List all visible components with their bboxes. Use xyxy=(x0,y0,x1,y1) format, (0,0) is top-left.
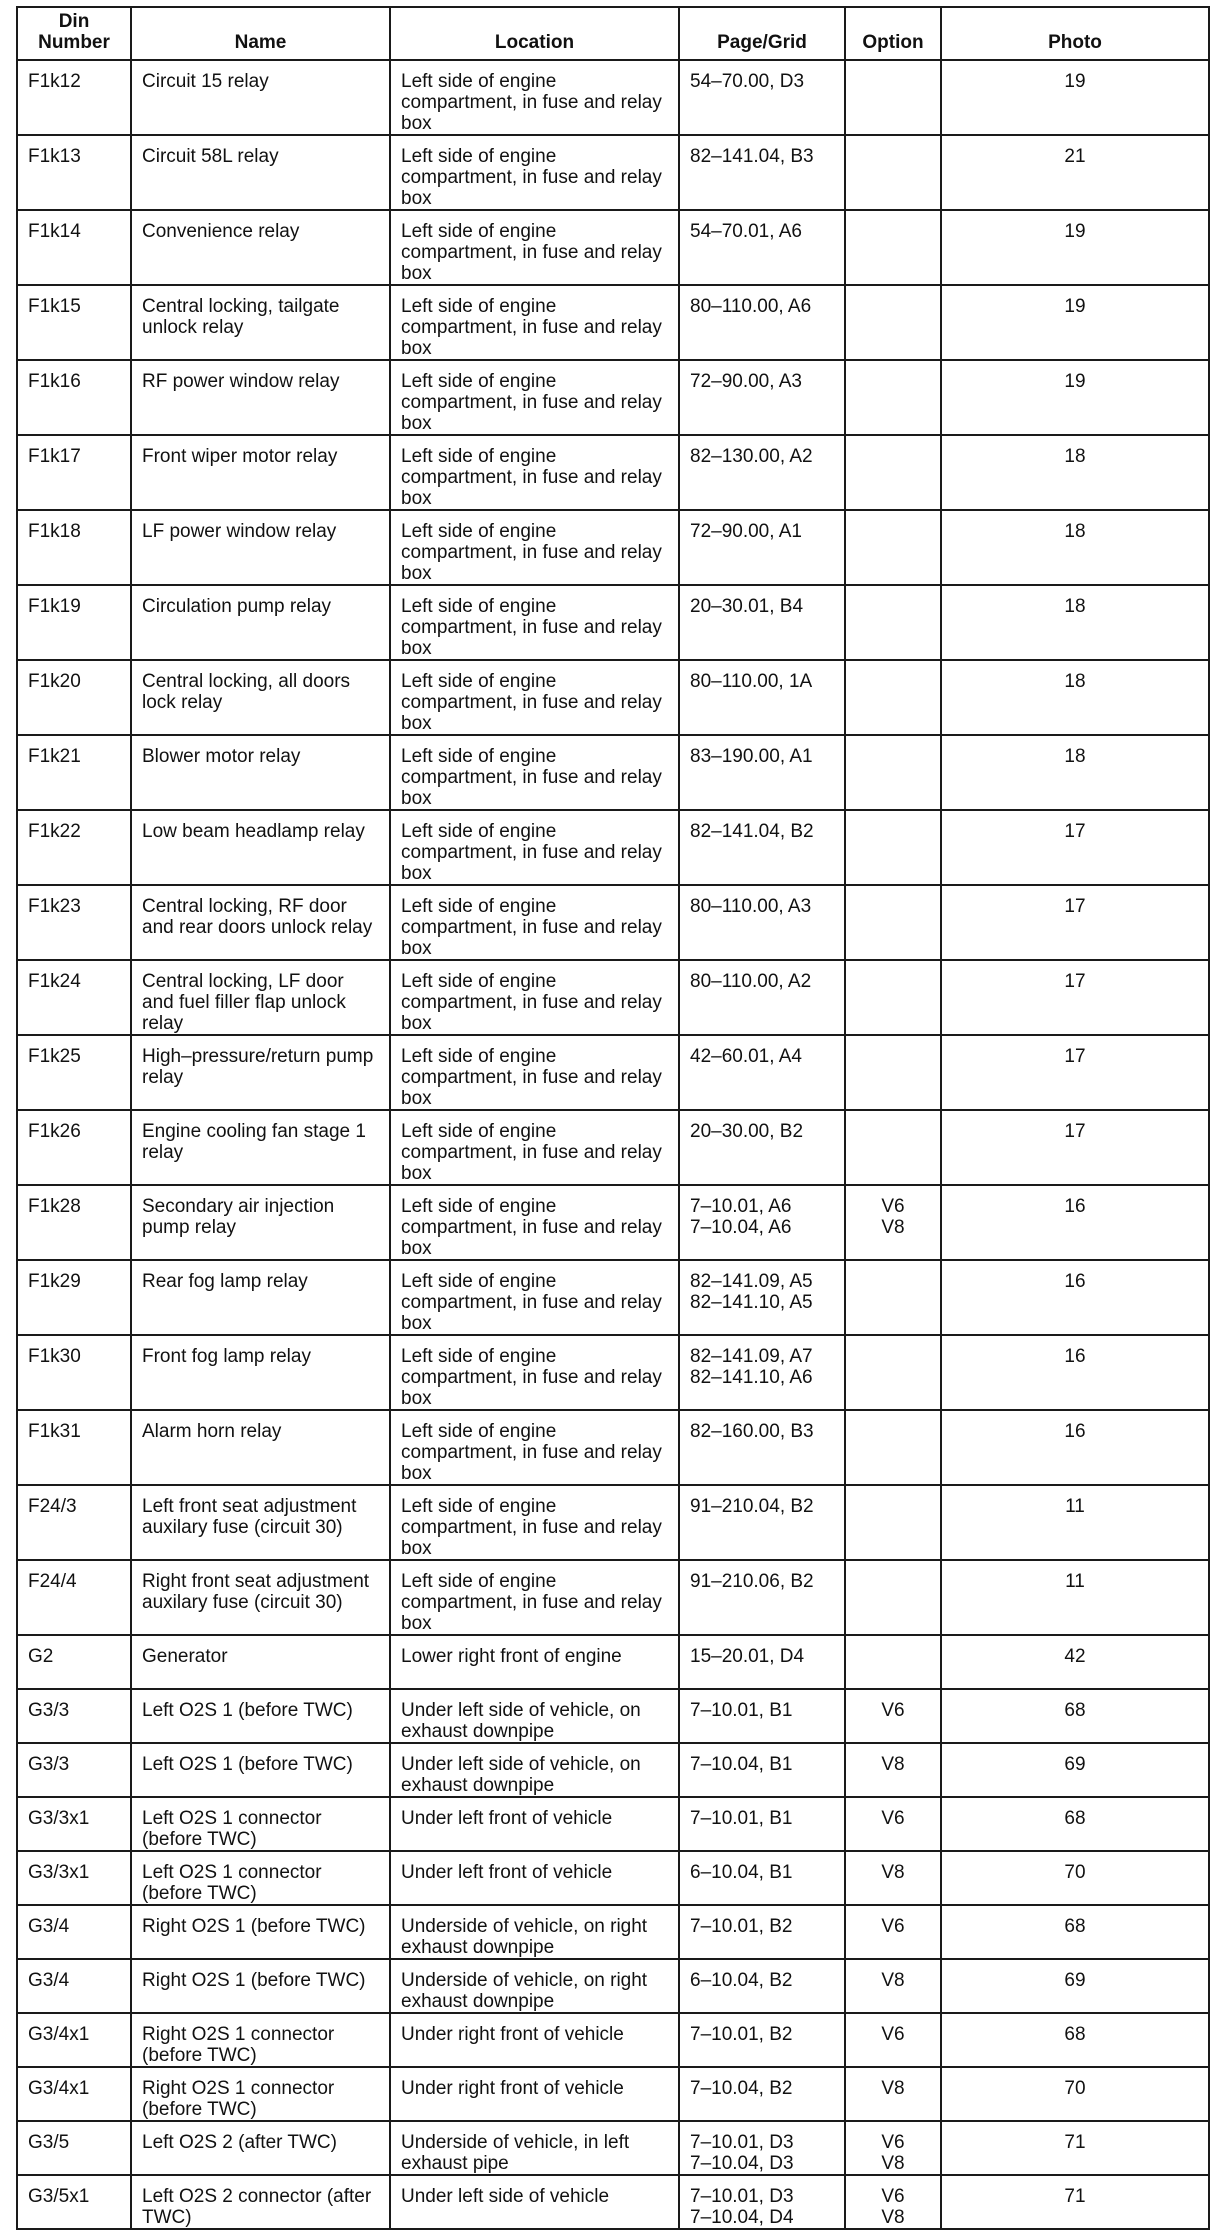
cell-page-grid xyxy=(679,1035,845,1110)
table-row xyxy=(17,1560,1209,1635)
cell-photo: 16 xyxy=(941,1335,1209,1410)
cell-din-number: F1k17 xyxy=(17,435,131,510)
cell-option xyxy=(845,210,941,285)
cell-option xyxy=(845,285,941,360)
table-row xyxy=(17,1635,1209,1689)
cell-option xyxy=(845,585,941,660)
table-row xyxy=(17,435,1209,510)
page-grid-line: 54–70.00, D3 xyxy=(690,71,805,92)
cell-page-grid xyxy=(679,1851,845,1905)
cell-option xyxy=(845,960,941,1035)
cell-option xyxy=(845,1485,941,1560)
cell-din-number: G3/3x1 xyxy=(17,1851,131,1905)
cell-location: Under left side of vehicle xyxy=(390,2175,679,2229)
table-row xyxy=(17,2175,1209,2229)
page-grid-line: 7–10.01, D3 xyxy=(690,2131,794,2153)
cell-location: Left side of engine compartment, in fuse and relay box xyxy=(390,1560,679,1635)
cell-din-number: F1k25 xyxy=(17,1035,131,1110)
cell-location: Left side of engine compartment, in fuse and relay box xyxy=(390,435,679,510)
table-row xyxy=(17,1185,1209,1260)
cell-option xyxy=(845,1959,941,2013)
table-row xyxy=(17,1905,1209,1959)
cell-location: Left side of engine compartment, in fuse and relay box xyxy=(390,660,679,735)
cell-option xyxy=(845,2013,941,2067)
cell-page-grid xyxy=(679,1635,845,1689)
cell-din-number: F1k30 xyxy=(17,1335,131,1410)
cell-photo: 71 xyxy=(941,2175,1209,2229)
table-row xyxy=(17,810,1209,885)
table-row xyxy=(17,885,1209,960)
cell-location: Left side of engine compartment, in fuse and relay box xyxy=(390,510,679,585)
cell-page-grid xyxy=(679,2067,845,2121)
cell-page-grid xyxy=(679,1410,845,1485)
component-location-table xyxy=(16,6,1210,2230)
table-body xyxy=(17,60,1209,2229)
cell-name: Left front seat adjustment auxilary fuse (circuit 30) xyxy=(131,1485,390,1560)
cell-location: Left side of engine compartment, in fuse and relay box xyxy=(390,360,679,435)
table-row xyxy=(17,2067,1209,2121)
cell-name: Right front seat adjustment auxilary fuse (circuit 30) xyxy=(131,1560,390,1635)
cell-name: Secondary air injection pump relay xyxy=(131,1185,390,1260)
cell-photo: 70 xyxy=(941,1851,1209,1905)
cell-option xyxy=(845,1035,941,1110)
cell-photo: 68 xyxy=(941,2013,1209,2067)
cell-din-number: G3/4 xyxy=(17,1959,131,2013)
cell-photo: 42 xyxy=(941,1635,1209,1689)
cell-page-grid xyxy=(679,735,845,810)
cell-page-grid xyxy=(679,60,845,135)
cell-option xyxy=(845,1110,941,1185)
cell-photo: 18 xyxy=(941,510,1209,585)
cell-name: Circuit 15 relay xyxy=(131,60,390,135)
cell-din-number: F1k26 xyxy=(17,1110,131,1185)
cell-option xyxy=(845,885,941,960)
cell-page-grid xyxy=(679,285,845,360)
cell-photo: 19 xyxy=(941,60,1209,135)
cell-photo: 21 xyxy=(941,135,1209,210)
cell-name: High–pressure/return pump relay xyxy=(131,1035,390,1110)
cell-page-grid xyxy=(679,660,845,735)
cell-photo: 19 xyxy=(941,360,1209,435)
cell-page-grid xyxy=(679,885,845,960)
cell-option xyxy=(845,1797,941,1851)
cell-din-number: G3/4 xyxy=(17,1905,131,1959)
cell-din-number: F1k18 xyxy=(17,510,131,585)
page-grid-line: 7–10.04, D3 xyxy=(690,2152,794,2174)
cell-photo: 19 xyxy=(941,285,1209,360)
cell-location: Left side of engine compartment, in fuse and relay box xyxy=(390,1110,679,1185)
cell-page-grid xyxy=(679,210,845,285)
page-grid-line: 7–10.01, D3 xyxy=(690,2185,794,2207)
page-grid-line: 7–10.01, B2 xyxy=(690,1915,793,1937)
option-line: V8 xyxy=(881,1217,905,1238)
page-grid-line: 82–141.04, B2 xyxy=(690,821,814,842)
option-line: V8 xyxy=(881,2206,905,2228)
cell-name: RF power window relay xyxy=(131,360,390,435)
page-grid-line: 7–10.01, B2 xyxy=(690,2023,793,2045)
cell-din-number: F1k19 xyxy=(17,585,131,660)
option-line: V6 xyxy=(881,1196,905,1217)
cell-location: Left side of engine compartment, in fuse and relay box xyxy=(390,960,679,1035)
page-grid-line: 15–20.01, D4 xyxy=(690,1646,805,1667)
cell-location: Underside of vehicle, on right exhaust downpipe xyxy=(390,1905,679,1959)
cell-option xyxy=(845,360,941,435)
cell-name: Rear fog lamp relay xyxy=(131,1260,390,1335)
table-row xyxy=(17,1689,1209,1743)
table-header-row xyxy=(17,7,1209,60)
cell-location: Left side of engine compartment, in fuse and relay box xyxy=(390,885,679,960)
table-row xyxy=(17,1035,1209,1110)
cell-photo: 17 xyxy=(941,1035,1209,1110)
cell-option xyxy=(845,435,941,510)
cell-din-number: F1k31 xyxy=(17,1410,131,1485)
header-page-grid: Page/Grid xyxy=(679,7,845,60)
cell-name: Left O2S 1 (before TWC) xyxy=(131,1743,390,1797)
cell-location: Left side of engine compartment, in fuse and relay box xyxy=(390,735,679,810)
table-row xyxy=(17,2121,1209,2175)
page-grid-line: 7–10.04, D4 xyxy=(690,2206,794,2228)
page-grid-line: 72–90.00, A3 xyxy=(690,371,802,392)
cell-location: Left side of engine compartment, in fuse and relay box xyxy=(390,1035,679,1110)
page-grid-line: 91–210.04, B2 xyxy=(690,1496,814,1517)
cell-name: Convenience relay xyxy=(131,210,390,285)
option-line: V6 xyxy=(881,1699,905,1721)
cell-photo: 17 xyxy=(941,1110,1209,1185)
cell-name: Front wiper motor relay xyxy=(131,435,390,510)
cell-name: Central locking, RF door and rear doors unlock relay xyxy=(131,885,390,960)
cell-location: Under right front of vehicle xyxy=(390,2013,679,2067)
option-line: V8 xyxy=(881,2152,905,2174)
cell-photo: 68 xyxy=(941,1797,1209,1851)
cell-photo: 70 xyxy=(941,2067,1209,2121)
cell-din-number: F1k23 xyxy=(17,885,131,960)
header-name: Name xyxy=(131,7,390,60)
table-row xyxy=(17,735,1209,810)
cell-name: Engine cooling fan stage 1 relay xyxy=(131,1110,390,1185)
cell-name: Circuit 58L relay xyxy=(131,135,390,210)
cell-photo: 16 xyxy=(941,1260,1209,1335)
cell-option xyxy=(845,2121,941,2175)
cell-din-number: F1k21 xyxy=(17,735,131,810)
cell-option xyxy=(845,735,941,810)
page-grid-line: 80–110.00, A3 xyxy=(690,896,812,917)
cell-location: Left side of engine compartment, in fuse and relay box xyxy=(390,285,679,360)
cell-name: Left O2S 2 connector (after TWC) xyxy=(131,2175,390,2229)
page-grid-line: 82–130.00, A2 xyxy=(690,446,813,467)
cell-photo: 68 xyxy=(941,1689,1209,1743)
option-line: V8 xyxy=(881,1969,905,1991)
page-grid-line: 7–10.04, B1 xyxy=(690,1753,793,1775)
cell-photo: 18 xyxy=(941,435,1209,510)
cell-location: Left side of engine compartment, in fuse and relay box xyxy=(390,210,679,285)
cell-page-grid xyxy=(679,1797,845,1851)
cell-photo: 11 xyxy=(941,1485,1209,1560)
cell-option xyxy=(845,2175,941,2229)
table-row xyxy=(17,1851,1209,1905)
cell-name: Blower motor relay xyxy=(131,735,390,810)
cell-option xyxy=(845,1335,941,1410)
cell-photo: 17 xyxy=(941,885,1209,960)
page-grid-line: 82–160.00, B3 xyxy=(690,1421,814,1442)
header-din-number: Din Number xyxy=(17,7,131,60)
cell-name: Left O2S 1 connector (before TWC) xyxy=(131,1851,390,1905)
table-row xyxy=(17,660,1209,735)
cell-location: Underside of vehicle, on right exhaust downpipe xyxy=(390,1959,679,2013)
cell-location: Left side of engine compartment, in fuse and relay box xyxy=(390,585,679,660)
cell-page-grid xyxy=(679,810,845,885)
cell-option xyxy=(845,1743,941,1797)
cell-photo: 16 xyxy=(941,1185,1209,1260)
cell-name: Left O2S 1 (before TWC) xyxy=(131,1689,390,1743)
table-row xyxy=(17,585,1209,660)
cell-din-number: F1k28 xyxy=(17,1185,131,1260)
cell-location: Left side of engine compartment, in fuse and relay box xyxy=(390,1185,679,1260)
cell-name: LF power window relay xyxy=(131,510,390,585)
cell-photo: 18 xyxy=(941,585,1209,660)
page-grid-line: 82–141.09, A5 xyxy=(690,1271,813,1292)
cell-photo: 68 xyxy=(941,1905,1209,1959)
option-line: V6 xyxy=(881,1807,905,1829)
cell-page-grid xyxy=(679,1959,845,2013)
cell-photo: 71 xyxy=(941,2121,1209,2175)
page-grid-line: 6–10.04, B2 xyxy=(690,1969,793,1991)
page-grid-line: 7–10.01, A6 xyxy=(690,1196,792,1217)
cell-photo: 17 xyxy=(941,960,1209,1035)
cell-din-number: F1k24 xyxy=(17,960,131,1035)
cell-page-grid xyxy=(679,2013,845,2067)
cell-page-grid xyxy=(679,435,845,510)
cell-din-number: F1k20 xyxy=(17,660,131,735)
cell-name: Alarm horn relay xyxy=(131,1410,390,1485)
page-grid-line: 20–30.01, B4 xyxy=(690,596,804,617)
option-line: V8 xyxy=(881,1753,905,1775)
cell-option xyxy=(845,1560,941,1635)
cell-name: Right O2S 1 (before TWC) xyxy=(131,1905,390,1959)
cell-photo: 19 xyxy=(941,210,1209,285)
header-photo: Photo xyxy=(941,7,1209,60)
page-grid-line: 6–10.04, B1 xyxy=(690,1861,793,1883)
cell-din-number: G3/3 xyxy=(17,1743,131,1797)
cell-din-number: G3/5 xyxy=(17,2121,131,2175)
page-grid-line: 91–210.06, B2 xyxy=(690,1571,814,1592)
cell-location: Under left front of vehicle xyxy=(390,1851,679,1905)
cell-name: Central locking, all doors lock relay xyxy=(131,660,390,735)
page-grid-line: 7–10.01, B1 xyxy=(690,1699,793,1721)
cell-name: Front fog lamp relay xyxy=(131,1335,390,1410)
cell-din-number: F1k13 xyxy=(17,135,131,210)
table-row xyxy=(17,1260,1209,1335)
cell-option xyxy=(845,60,941,135)
cell-photo: 16 xyxy=(941,1410,1209,1485)
cell-page-grid xyxy=(679,1185,845,1260)
page-grid-line: 42–60.01, A4 xyxy=(690,1046,802,1067)
cell-name: Right O2S 1 connector (before TWC) xyxy=(131,2013,390,2067)
option-line: V6 xyxy=(881,2131,905,2153)
page-grid-line: 83–190.00, A1 xyxy=(690,746,813,767)
cell-din-number: G3/5x1 xyxy=(17,2175,131,2229)
cell-page-grid xyxy=(679,2121,845,2175)
cell-name: Central locking, tailgate unlock relay xyxy=(131,285,390,360)
cell-name: Generator xyxy=(131,1635,390,1689)
option-line: V6 xyxy=(881,2023,905,2045)
table-row xyxy=(17,210,1209,285)
cell-page-grid xyxy=(679,2175,845,2229)
cell-din-number: F24/3 xyxy=(17,1485,131,1560)
cell-location: Under left side of vehicle, on exhaust downpipe xyxy=(390,1743,679,1797)
option-line: V8 xyxy=(881,2077,905,2099)
option-line: V6 xyxy=(881,2185,905,2207)
cell-photo: 69 xyxy=(941,1959,1209,2013)
cell-din-number: F1k22 xyxy=(17,810,131,885)
cell-name: Left O2S 1 connector (before TWC) xyxy=(131,1797,390,1851)
page-grid-line: 80–110.00, A2 xyxy=(690,971,812,992)
page-grid-line: 80–110.00, 1A xyxy=(690,671,813,692)
page-grid-line: 82–141.04, B3 xyxy=(690,146,814,167)
cell-location: Left side of engine compartment, in fuse and relay box xyxy=(390,1410,679,1485)
cell-location: Left side of engine compartment, in fuse and relay box xyxy=(390,1335,679,1410)
page-grid-line: 54–70.01, A6 xyxy=(690,221,802,242)
cell-photo: 17 xyxy=(941,810,1209,885)
cell-din-number: G3/4x1 xyxy=(17,2067,131,2121)
table-row xyxy=(17,1335,1209,1410)
cell-location: Under left front of vehicle xyxy=(390,1797,679,1851)
cell-page-grid xyxy=(679,1335,845,1410)
table-row xyxy=(17,960,1209,1035)
cell-location: Left side of engine compartment, in fuse and relay box xyxy=(390,1260,679,1335)
cell-page-grid xyxy=(679,1260,845,1335)
cell-page-grid xyxy=(679,135,845,210)
cell-location: Left side of engine compartment, in fuse and relay box xyxy=(390,810,679,885)
cell-page-grid xyxy=(679,360,845,435)
page-grid-line: 80–110.00, A6 xyxy=(690,296,812,317)
option-line: V8 xyxy=(881,1861,905,1883)
cell-location: Left side of engine compartment, in fuse and relay box xyxy=(390,60,679,135)
table-row xyxy=(17,510,1209,585)
cell-page-grid xyxy=(679,1905,845,1959)
cell-page-grid xyxy=(679,1110,845,1185)
cell-page-grid xyxy=(679,510,845,585)
page-grid-line: 20–30.00, B2 xyxy=(690,1121,804,1142)
cell-din-number: G2 xyxy=(17,1635,131,1689)
table-row xyxy=(17,1410,1209,1485)
page-grid-line: 72–90.00, A1 xyxy=(690,521,802,542)
cell-option xyxy=(845,1905,941,1959)
cell-name: Central locking, LF door and fuel filler flap unlock relay xyxy=(131,960,390,1035)
table-row xyxy=(17,1959,1209,2013)
cell-photo: 18 xyxy=(941,660,1209,735)
cell-page-grid xyxy=(679,960,845,1035)
table-row xyxy=(17,2013,1209,2067)
cell-location: Left side of engine compartment, in fuse and relay box xyxy=(390,1485,679,1560)
cell-page-grid xyxy=(679,1485,845,1560)
cell-location: Under right front of vehicle xyxy=(390,2067,679,2121)
table-row xyxy=(17,1797,1209,1851)
cell-option xyxy=(845,1851,941,1905)
cell-option xyxy=(845,1410,941,1485)
page-grid-line: 82–141.09, A7 xyxy=(690,1346,813,1367)
page-grid-line: 82–141.10, A5 xyxy=(690,1292,813,1313)
cell-din-number: F1k14 xyxy=(17,210,131,285)
page-grid-line: 82–141.10, A6 xyxy=(690,1367,813,1388)
cell-option xyxy=(845,2067,941,2121)
cell-din-number: F1k12 xyxy=(17,60,131,135)
page-grid-line: 7–10.01, B1 xyxy=(690,1807,793,1829)
page-grid-line: 7–10.04, A6 xyxy=(690,1217,792,1238)
cell-name: Right O2S 1 (before TWC) xyxy=(131,1959,390,2013)
header-option: Option xyxy=(845,7,941,60)
cell-photo: 18 xyxy=(941,735,1209,810)
cell-page-grid xyxy=(679,1560,845,1635)
table-row xyxy=(17,60,1209,135)
header-location: Location xyxy=(390,7,679,60)
table-row xyxy=(17,360,1209,435)
cell-page-grid xyxy=(679,585,845,660)
cell-location: Underside of vehicle, in left exhaust pipe xyxy=(390,2121,679,2175)
cell-location: Left side of engine compartment, in fuse and relay box xyxy=(390,135,679,210)
cell-page-grid xyxy=(679,1743,845,1797)
table-row xyxy=(17,285,1209,360)
cell-name: Left O2S 2 (after TWC) xyxy=(131,2121,390,2175)
table-row xyxy=(17,1110,1209,1185)
cell-name: Right O2S 1 connector (before TWC) xyxy=(131,2067,390,2121)
cell-option xyxy=(845,1635,941,1689)
cell-photo: 69 xyxy=(941,1743,1209,1797)
cell-location: Under left side of vehicle, on exhaust downpipe xyxy=(390,1689,679,1743)
cell-option xyxy=(845,1689,941,1743)
cell-din-number: G3/3x1 xyxy=(17,1797,131,1851)
cell-din-number: F1k29 xyxy=(17,1260,131,1335)
cell-name: Circulation pump relay xyxy=(131,585,390,660)
table-row xyxy=(17,135,1209,210)
cell-page-grid xyxy=(679,1689,845,1743)
cell-option xyxy=(845,660,941,735)
cell-option xyxy=(845,1185,941,1260)
cell-location: Lower right front of engine xyxy=(390,1635,679,1689)
cell-din-number: F24/4 xyxy=(17,1560,131,1635)
table-row xyxy=(17,1743,1209,1797)
cell-din-number: F1k15 xyxy=(17,285,131,360)
cell-photo: 11 xyxy=(941,1560,1209,1635)
table-row xyxy=(17,1485,1209,1560)
cell-option xyxy=(845,510,941,585)
cell-option xyxy=(845,810,941,885)
cell-din-number: G3/3 xyxy=(17,1689,131,1743)
cell-din-number: G3/4x1 xyxy=(17,2013,131,2067)
option-line: V6 xyxy=(881,1915,905,1937)
cell-option xyxy=(845,1260,941,1335)
cell-name: Low beam headlamp relay xyxy=(131,810,390,885)
cell-option xyxy=(845,135,941,210)
cell-din-number: F1k16 xyxy=(17,360,131,435)
page-grid-line: 7–10.04, B2 xyxy=(690,2077,793,2099)
